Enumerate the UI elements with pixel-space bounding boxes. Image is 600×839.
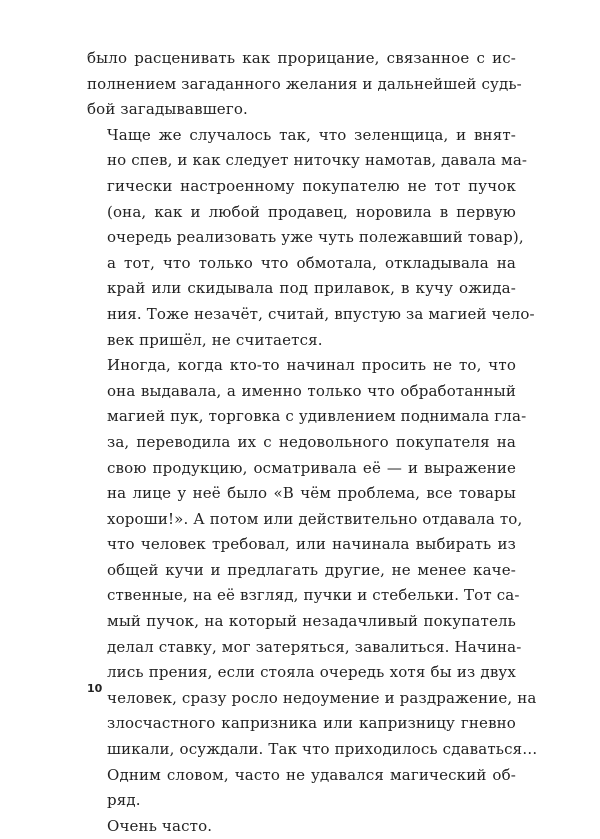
text-line: было расценивать как прорицание, связанное с ис- [87, 49, 516, 67]
text-line: на лице у неё было «В чём проблема, все товары [107, 484, 516, 503]
text-line: ственные, на её взгляд, пучки и стебельки. Тот са- [107, 586, 520, 605]
text-line: а тот, что только что обмотала, откладывала на [107, 253, 516, 272]
text-line: общей кучи и предлагать другие, не менее каче- [107, 560, 516, 579]
paragraph [87, 763, 516, 814]
paragraph [87, 123, 535, 353]
text-line: век пришёл, не считается. [107, 330, 323, 349]
page-number: 10 [87, 682, 103, 695]
text-line: человек, сразу росло недоумение и раздражение, на [107, 688, 537, 707]
text-line: гически настроенному покупателю не тот пучок [107, 176, 516, 195]
text-line: магией пук, торговка с удивлением поднимала гла- [107, 407, 527, 426]
paragraph [87, 353, 538, 763]
text-line: она выдавала, а именно только что обработанный [107, 381, 516, 400]
text-line: Чаще же случалось так, что зеленщица, и внят- [107, 125, 516, 144]
text-line: край или скидывала под прилавок, в кучу ожида- [107, 279, 516, 298]
text-line: злосчастного капризника или капризницу гневно [107, 714, 516, 733]
text-line: мый пучок, на который незадачливый покупатель [107, 612, 516, 631]
text-line: лись прения, если стояла очередь хотя бы из двух [107, 663, 516, 682]
text-line: делал ставку, мог затеряться, завалиться. Начина- [107, 637, 522, 656]
paragraph [87, 46, 522, 123]
text-line: Одним словом, часто не удавался магический об- [107, 765, 516, 784]
text-line: за, переводила их с недовольного покупателя на [107, 432, 516, 451]
text-line: шикали, осуждали. Так что приходилось сдаваться… [107, 740, 538, 759]
text-line: бой загадывавшего. [87, 100, 248, 119]
text-line: (она, как и любой продавец, норовила в первую [107, 202, 516, 221]
text-line: очередь реализовать уже чуть полежавший товар), [107, 228, 524, 247]
text-line: свою продукцию, осматривала её — и выражение [107, 458, 516, 477]
text-line: Очень часто. [107, 816, 213, 835]
text-line: хороши!». А потом или действительно отдавала то, [107, 509, 523, 528]
body-text [87, 46, 538, 839]
text-line: но спев, и как следует ниточку намотав, давала ма- [107, 151, 528, 170]
text-line: полнением загаданного желания и дальнейшей судь- [87, 74, 522, 93]
text-line: что человек требовал, или начинала выбирать из [107, 535, 516, 554]
text-line: ния. Тоже незачёт, считай, впустую за магией чело- [107, 304, 535, 323]
text-line: ряд. [107, 791, 141, 810]
text-line: Иногда, когда кто-то начинал просить не то, что [107, 356, 516, 375]
paragraph [87, 814, 516, 839]
